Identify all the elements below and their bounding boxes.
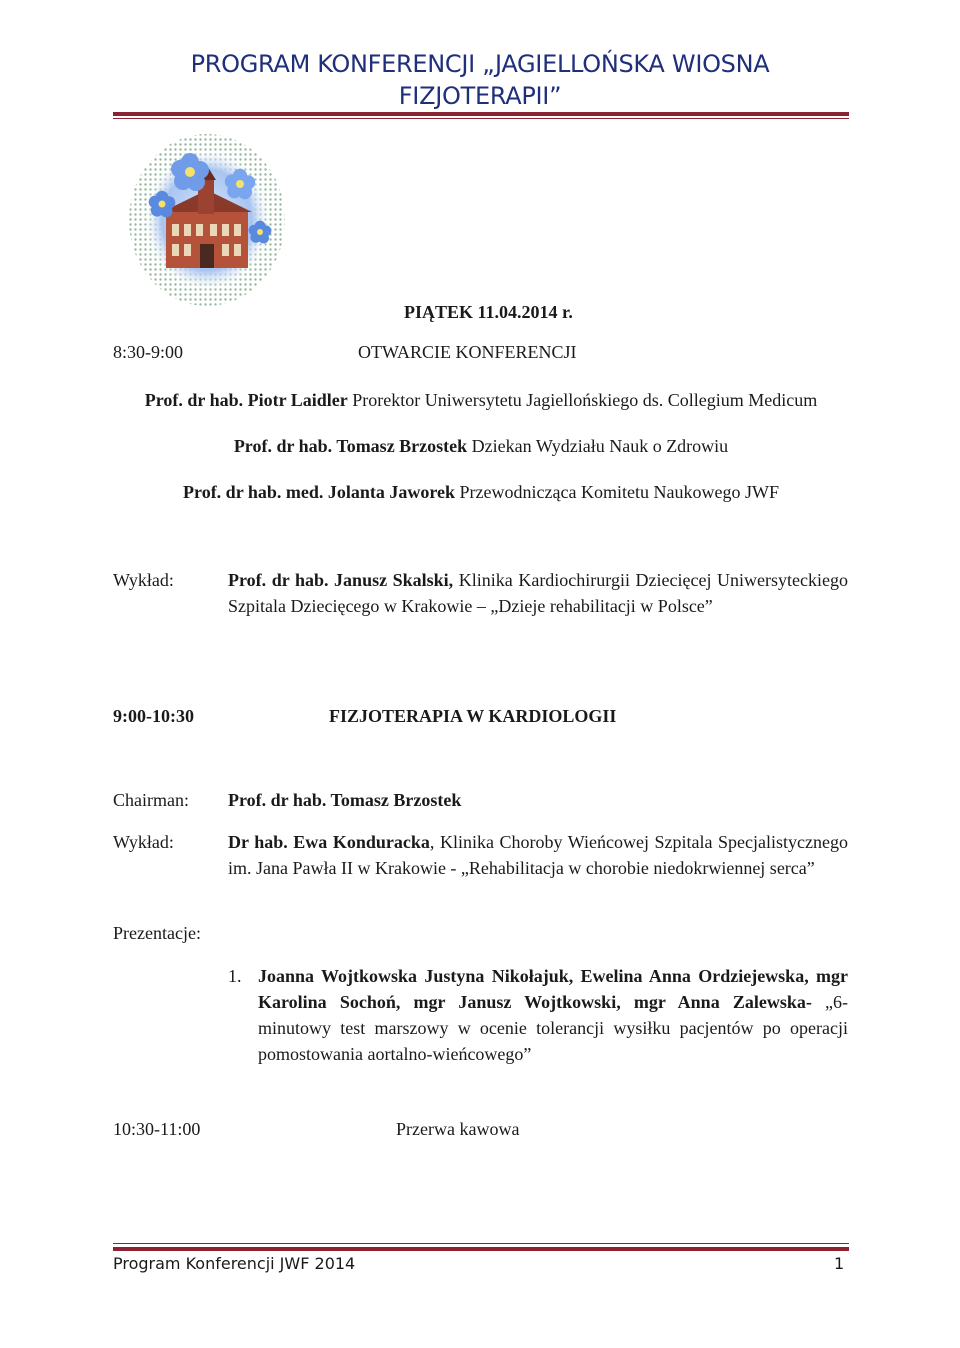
page-number: 1 [834,1254,845,1273]
presentation-authors: Joanna Wojtkowska Justyna Nikołajuk, Ewelina Anna Ordziejewska, mgr Karolina Sochoń, mgr Janusz Wojtkowski, mgr Anna Zalewska- [258,966,848,1012]
presentation-number: 1. [228,966,242,986]
page-title-line1: PROGRAM KONFERENCJI „JAGIELLOŃSKA WIOSNA [190,50,770,78]
session-time: 9:00-10:30 [113,706,194,726]
footer-rule [113,1247,849,1251]
speaker-name: Prof. dr hab. Tomasz Brzostek [233,436,468,456]
lecture-speaker: Prof. dr hab. Janusz Skalski, [228,570,454,590]
speaker-name: Prof. dr hab. med. Jolanta Jaworek [183,482,456,502]
conference-emblem-image [128,132,286,310]
presentation-item [258,963,848,1067]
speaker-role: Prorektor Uniwersytetu Jagiellońskiego ds. Collegium Medicum [352,390,818,410]
page-title [110,48,850,112]
speaker-role: Dziekan Wydziału Nauk o Zdrowiu [471,436,729,456]
chairman-name: Prof. dr hab. Tomasz Brzostek [228,790,462,810]
session-title: FIZJOTERAPIA W KARDIOLOGII [329,706,617,726]
page-title-line2: FIZJOTERAPII” [398,82,562,110]
speaker-role: Przewodnicząca Komitetu Naukowego JWF [459,482,779,502]
header-rule-thin [113,118,849,119]
speaker-name: Prof. dr hab. Piotr Laidler [144,390,348,410]
presentations-label: Prezentacje: [113,923,201,943]
lecture-label: Wykład: [113,570,174,590]
opening-speaker [113,479,849,505]
footer-document-title: Program Konferencji JWF 2014 [113,1254,356,1273]
session-lecture-label: Wykład: [113,832,174,852]
break-time: 10:30-11:00 [113,1119,201,1139]
footer-rule-thin [113,1243,849,1244]
lecture-description [228,567,848,619]
chairman-label: Chairman: [113,790,189,810]
day-heading: PIĄTEK 11.04.2014 r. [404,302,573,322]
session-lecture-text: , Klinika Choroby Wieńcowej Szpitala Specjalistycznego im. Jana Pawła II w Krakowie - „Rehabilitacja w chorobie niedokrwiennej serca” [228,832,849,878]
session-lecture-speaker: Dr hab. Ewa Konduracka [228,832,430,852]
presentation-title: „6-minutowy test marszowy w ocenie tolerancji wysiłku pacjentów po operacji pomostowania aortalno-wieńcowego” [258,992,848,1064]
break-title: Przerwa kawowa [396,1119,520,1139]
lecture-text: Klinika Kardiochirurgii Dziecięcej Uniwersyteckiego Szpitala Dziecięcego w Krakowie – „Dzieje rehabilitacji w Polsce” [228,570,849,616]
opening-time: 8:30-9:00 [113,342,183,362]
opening-speaker [113,387,849,413]
opening-title: OTWARCIE KONFERENCJI [358,342,577,362]
opening-speaker [113,433,849,459]
session-lecture-description [228,829,848,881]
header-rule [113,112,849,116]
